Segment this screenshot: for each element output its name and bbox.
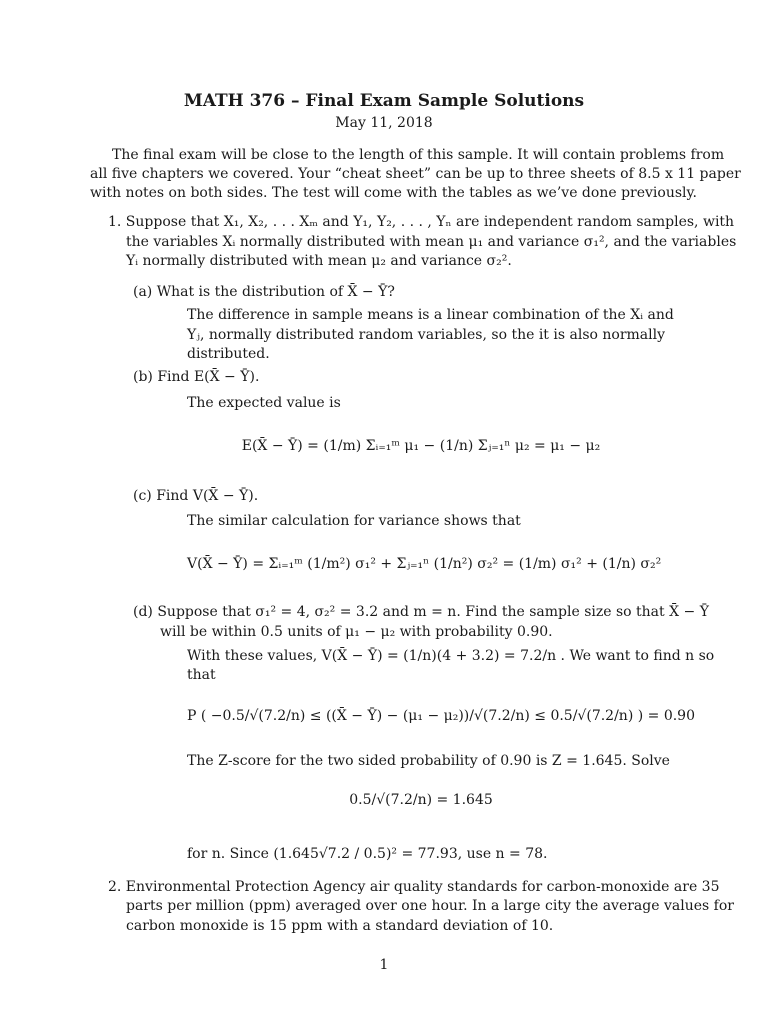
part-a-question: (a) What is the distribution of X̄ − Ȳ? — [133, 284, 395, 300]
part-d-answer-2: that — [187, 667, 216, 683]
part-d-answer-3: The Z-score for the two sided probability of 0.90 is Z = 1.645. Solve — [187, 753, 670, 769]
part-a-answer-3: distributed. — [187, 346, 270, 362]
equation-probability: P ( −0.5/√(7.2/n) ≤ ((X̄ − Ȳ) − (μ₁ − μ₂))/√(7.2/n) ≤ 0.5/√(7.2/n) ) = 0.90 — [187, 708, 695, 724]
part-d-question-1: (d) Suppose that σ₁² = 4, σ₂² = 3.2 and m = n. Find the sample size so that X̄ − Ȳ — [133, 604, 709, 620]
intro-line-3: with notes on both sides. The test will come with the tables as we’ve done previously. — [90, 185, 698, 201]
problem-2-line-2: parts per million (ppm) averaged over one hour. In a large city the average values for — [126, 898, 734, 914]
equation-z-score: 0.5/√(7.2/n) = 1.645 — [349, 792, 493, 808]
page-number: 1 — [379, 957, 389, 973]
part-c-question: (c) Find V(X̄ − Ȳ). — [133, 488, 259, 504]
intro-line-2: all five chapters we covered. Your “cheat sheet” can be up to three sheets of 8.5 x 11 paper — [90, 166, 741, 182]
part-d-answer-4: for n. Since (1.645√7.2 / 0.5)² = 77.93, use n = 78. — [187, 846, 548, 862]
problem-1-line-1: 1. Suppose that X₁, X₂, . . . Xₘ and Y₁, Y₂, . . . , Yₙ are independent random samples, with — [108, 214, 735, 230]
intro-line-1: The final exam will be close to the length of this sample. It will contain problems from — [112, 147, 725, 163]
page-title: MATH 376 – Final Exam Sample Solutions — [183, 91, 585, 111]
problem-1-line-2: the variables Xᵢ normally distributed with mean μ₁ and variance σ₁², and the variables — [126, 234, 737, 250]
problem-2-line-1: 2. Environmental Protection Agency air quality standards for carbon-monoxide are 35 — [108, 879, 720, 895]
part-a-answer-2: Yⱼ, normally distributed random variables, so the it is also normally — [187, 327, 666, 343]
part-c-answer: The similar calculation for variance shows that — [187, 513, 521, 529]
part-d-question-2: will be within 0.5 units of μ₁ − μ₂ with probability 0.90. — [160, 624, 553, 640]
problem-2-line-3: carbon monoxide is 15 ppm with a standard deviation of 10. — [126, 918, 554, 934]
part-b-answer: The expected value is — [187, 395, 341, 411]
part-d-answer-1: With these values, V(X̄ − Ȳ) = (1/n)(4 + 3.2) = 7.2/n . We want to find n so — [187, 648, 715, 664]
problem-1-line-3: Yᵢ normally distributed with mean μ₂ and variance σ₂². — [126, 253, 512, 269]
date: May 11, 2018 — [335, 115, 433, 131]
part-a-answer-1: The difference in sample means is a linear combination of the Xᵢ and — [187, 307, 674, 323]
equation-variance: V(X̄ − Ȳ) = Σᵢ₌₁ᵐ (1/m²) σ₁² + Σⱼ₌₁ⁿ (1/n²) σ₂² = (1/m) σ₁² + (1/n) σ₂² — [187, 556, 662, 572]
equation-expected-value: E(X̄ − Ȳ) = (1/m) Σᵢ₌₁ᵐ μ₁ − (1/n) Σⱼ₌₁ⁿ μ₂ = μ₁ − μ₂ — [241, 438, 601, 454]
part-b-question: (b) Find E(X̄ − Ȳ). — [133, 369, 260, 385]
